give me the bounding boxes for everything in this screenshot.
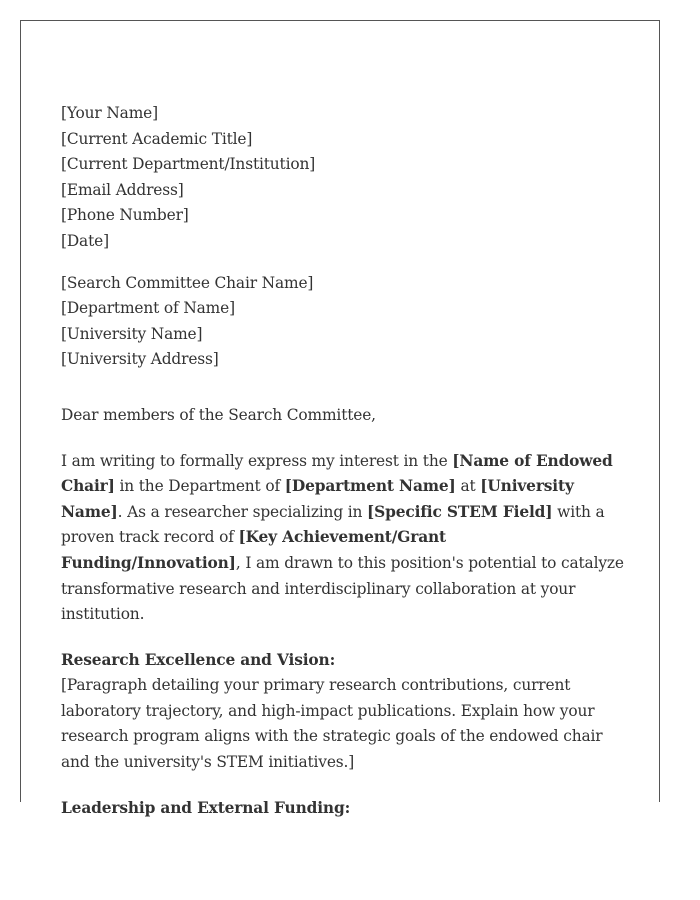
recipient-chair-name: [Search Committee Chair Name] [61,273,314,292]
recipient-department: [Department of Name] [61,299,235,318]
department-placeholder: [Department Name] [284,477,456,496]
intro-text-3: at [455,477,481,496]
sender-title: [Current Academic Title] [61,129,253,148]
recipient-address: [University Address] [61,350,219,369]
section-heading: Research Excellence and Vision: [61,650,336,669]
stem-field-placeholder: [Specific STEM Field] [367,502,553,521]
endowed-chair-placeholder: [Name of Endowed Chair] [61,451,613,496]
sender-phone: [Phone Number] [61,206,189,225]
salutation: Dear members of the Search Committee, [61,405,376,424]
section-heading: Leadership and External Funding: [61,798,351,817]
letter-content [61,101,627,821]
leadership-section [61,796,627,822]
recipient-university: [University Name] [61,324,203,343]
sender-name: [Your Name] [61,104,158,122]
intro-text-6: , I am drawn to this position's potential to catalyze transformative research and interdisciplinary collaboration at your institution. [61,553,624,624]
achievement-placeholder: [Key Achievement/Grant Funding/Innovation] [61,528,447,572]
sender-block [61,101,627,255]
intro-text-4: . As a researcher specializing in [117,502,368,521]
recipient-block [61,271,627,373]
letter-page [20,20,660,817]
section-body: [Paragraph detailing your primary research contributions, current laboratory trajectory, and high-impact publications. Explain how your research program aligns with the strategic goals of the endowed chair and the university's STEM initiatives.] [61,676,603,772]
sender-department: [Current Department/Institution] [61,155,316,174]
research-section [61,648,627,776]
intro-paragraph [61,449,627,628]
intro-text-2: in the Department of [114,477,285,496]
university-placeholder: [University Name] [61,477,574,521]
intro-text-5: with a proven track record of [61,502,605,547]
intro-text-1: I am writing to formally express my interest in the [61,451,453,470]
sender-email: [Email Address] [61,180,184,199]
letter-date: [Date] [61,231,109,250]
